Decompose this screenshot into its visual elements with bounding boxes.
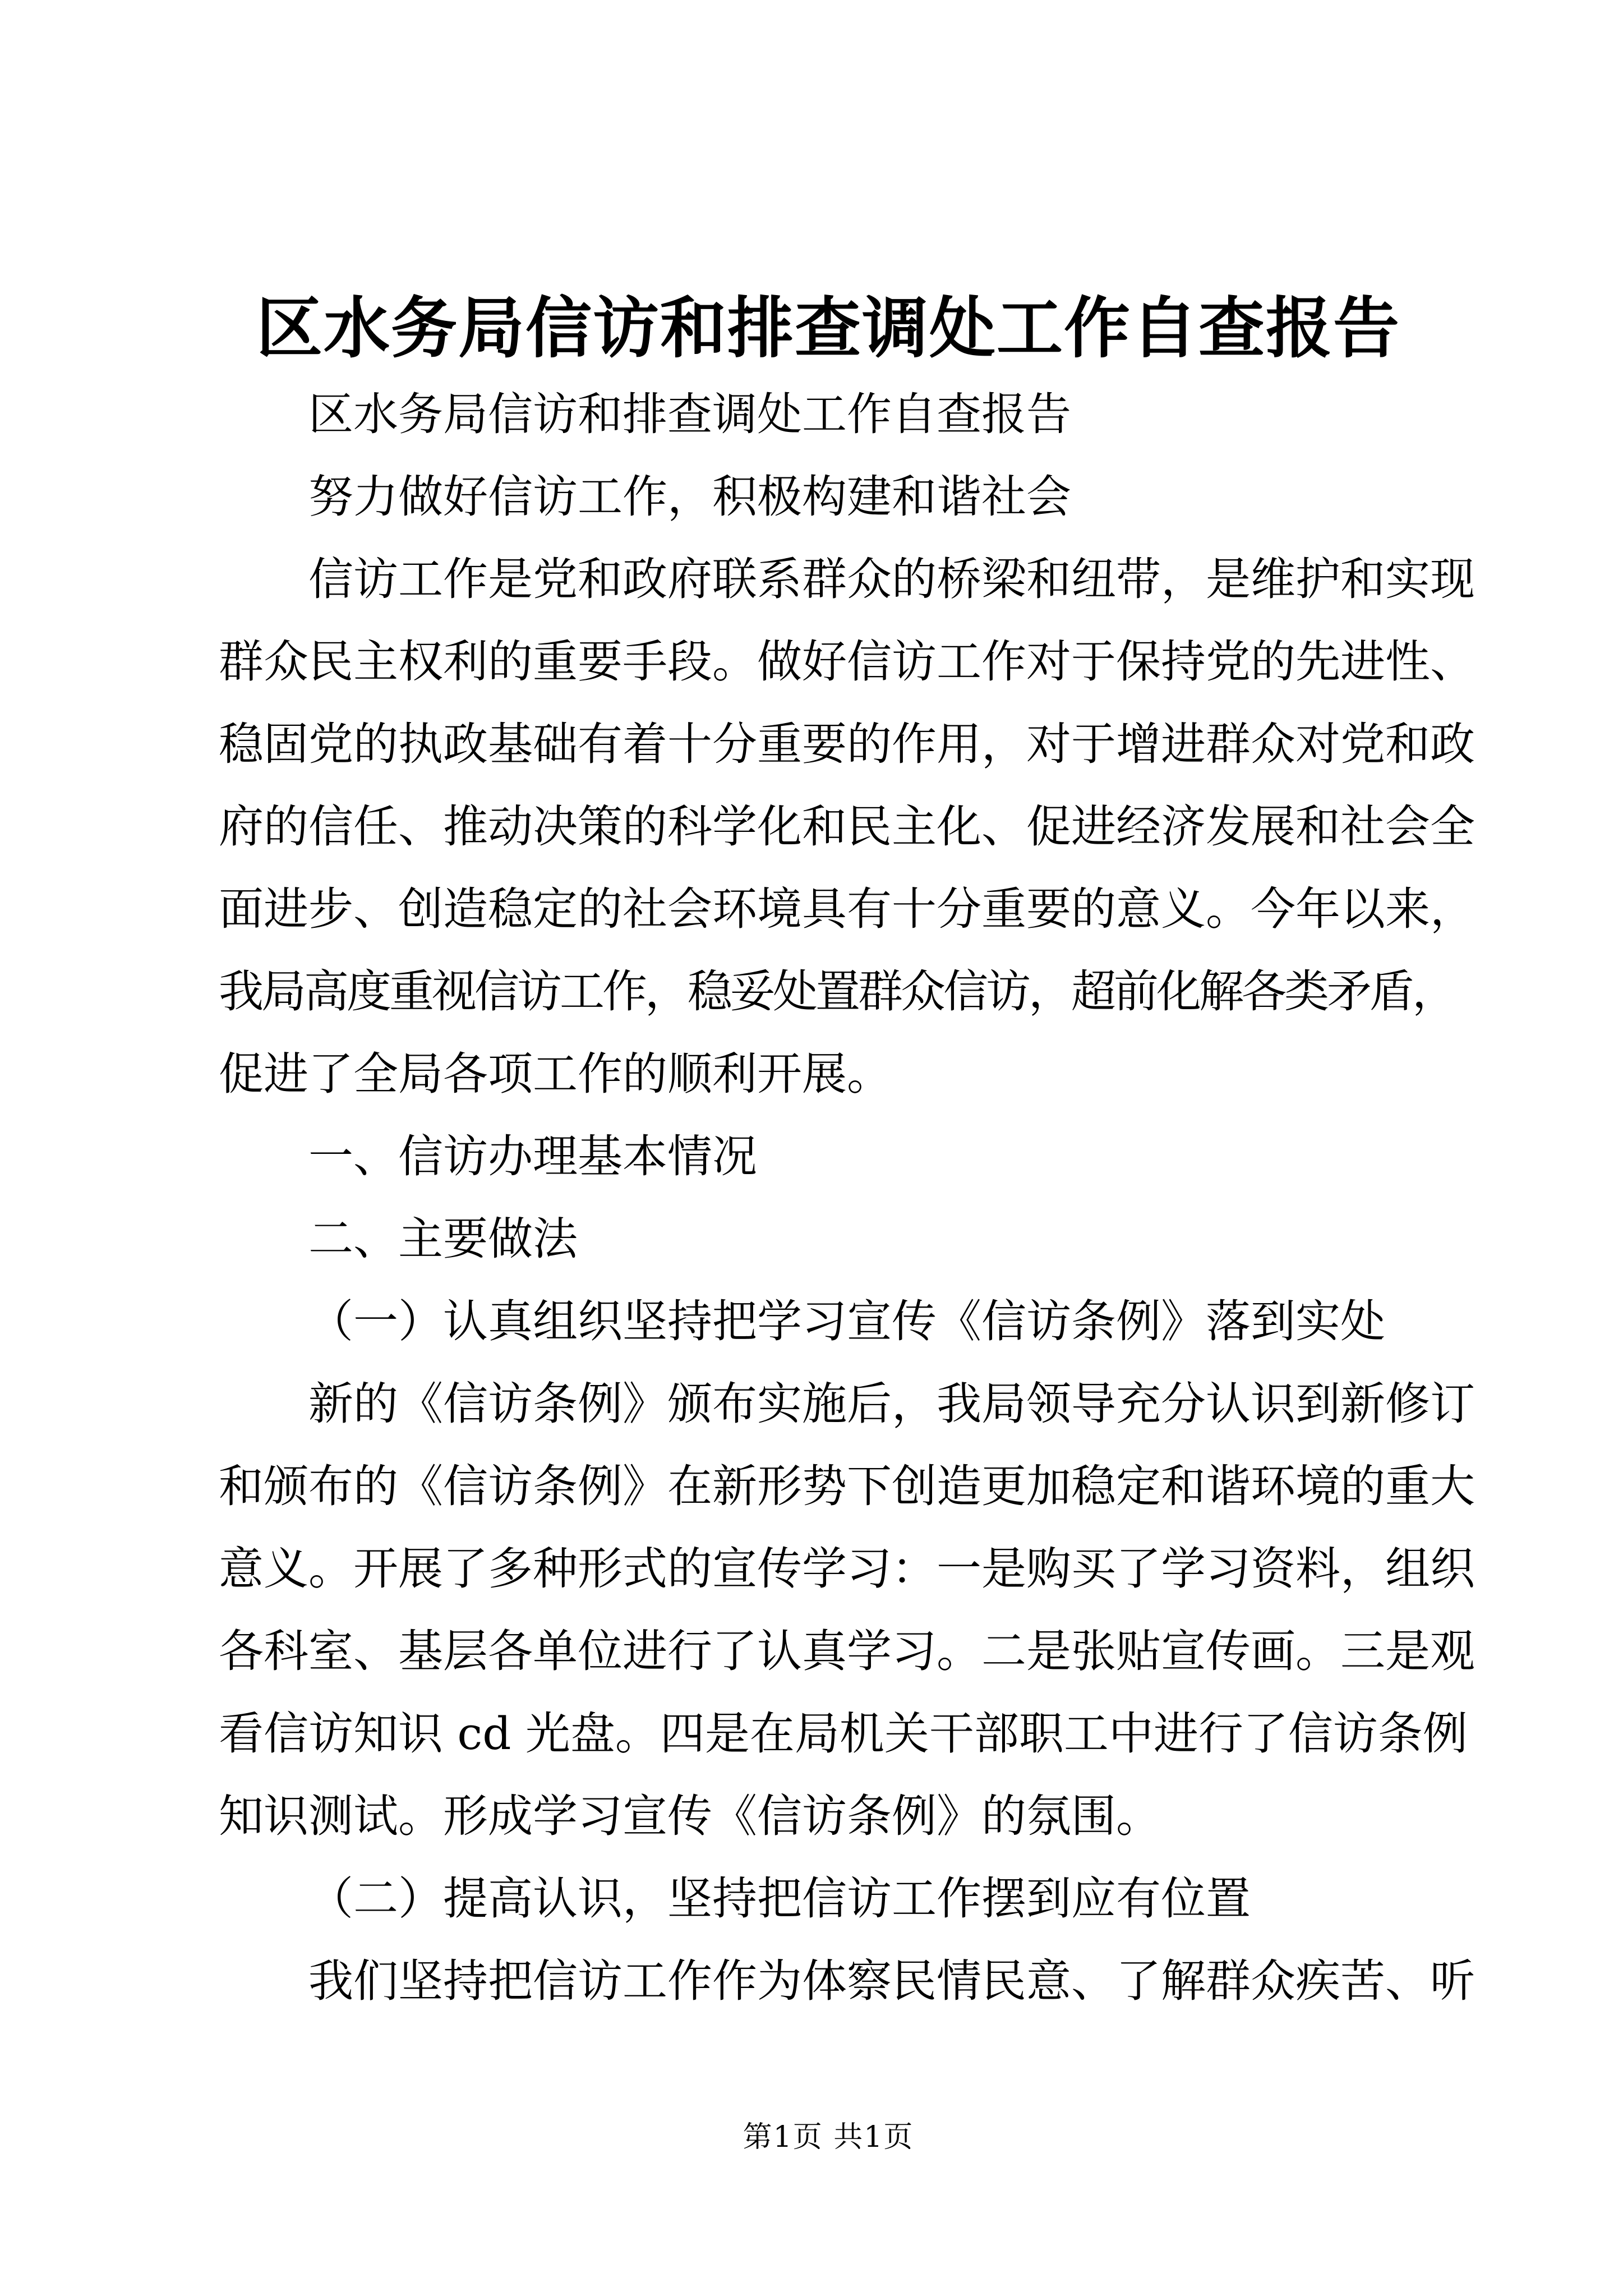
doc-title: 区水务局信访和排查调处工作自查报告 — [256, 289, 1400, 367]
paragraph-line: 各科室、基层各单位进行了认真学习。二是张贴宣传画。三是观 — [219, 1625, 1475, 1677]
paragraph-line: 我局高度重视信访工作，稳妥处置群众信访，超前化解各类矛盾， — [219, 965, 1455, 1018]
paragraph-line: 和颁布的《信访条例》在新形势下创造更加稳定和谐环境的重大 — [219, 1460, 1475, 1512]
section-heading-2: 二、主要做法 — [308, 1213, 578, 1265]
paragraph-line: 知识测试。形成学习宣传《信访条例》的氛围。 — [219, 1790, 1161, 1842]
paragraph-line: 稳固党的执政基础有着十分重要的作用，对于增进群众对党和政 — [219, 718, 1475, 770]
subtitle-line-1: 区水务局信访和排查调处工作自查报告 — [308, 388, 1071, 440]
paragraph-line: 面进步、创造稳定的社会环境具有十分重要的意义。今年以来， — [219, 883, 1475, 935]
paragraph-line: 看信访知识 cd 光盘。四是在局机关干部职工中进行了信访条例 — [219, 1708, 1468, 1760]
paragraph-line: 意义。开展了多种形式的宣传学习：一是购买了学习资料，组织 — [219, 1543, 1475, 1595]
paragraph-line: 群众民主权利的重要手段。做好信访工作对于保持党的先进性、 — [219, 636, 1475, 688]
subtitle-line-2: 努力做好信访工作，积极构建和谐社会 — [308, 471, 1071, 523]
paragraph-line: 我们坚持把信访工作作为体察民情民意、了解群众疾苦、听 — [308, 1955, 1475, 2007]
section-heading-1: 一、信访办理基本情况 — [308, 1130, 757, 1182]
paragraph-line: 新的《信访条例》颁布实施后，我局领导充分认识到新修订 — [308, 1378, 1475, 1430]
paragraph-line: 信访工作是党和政府联系群众的桥梁和纽带，是维护和实现 — [308, 553, 1475, 605]
page-number-footer: 第1页 共1页 — [743, 2120, 914, 2154]
paragraph-line: 促进了全局各项工作的顺利开展。 — [219, 1048, 892, 1100]
subsection-heading-1: （一）认真组织坚持把学习宣传《信访条例》落到实处 — [308, 1295, 1385, 1347]
subsection-heading-2: （二）提高认识，坚持把信访工作摆到应有位置 — [308, 1872, 1251, 1925]
paragraph-line: 府的信任、推动决策的科学化和民主化、促进经济发展和社会全 — [219, 800, 1475, 853]
